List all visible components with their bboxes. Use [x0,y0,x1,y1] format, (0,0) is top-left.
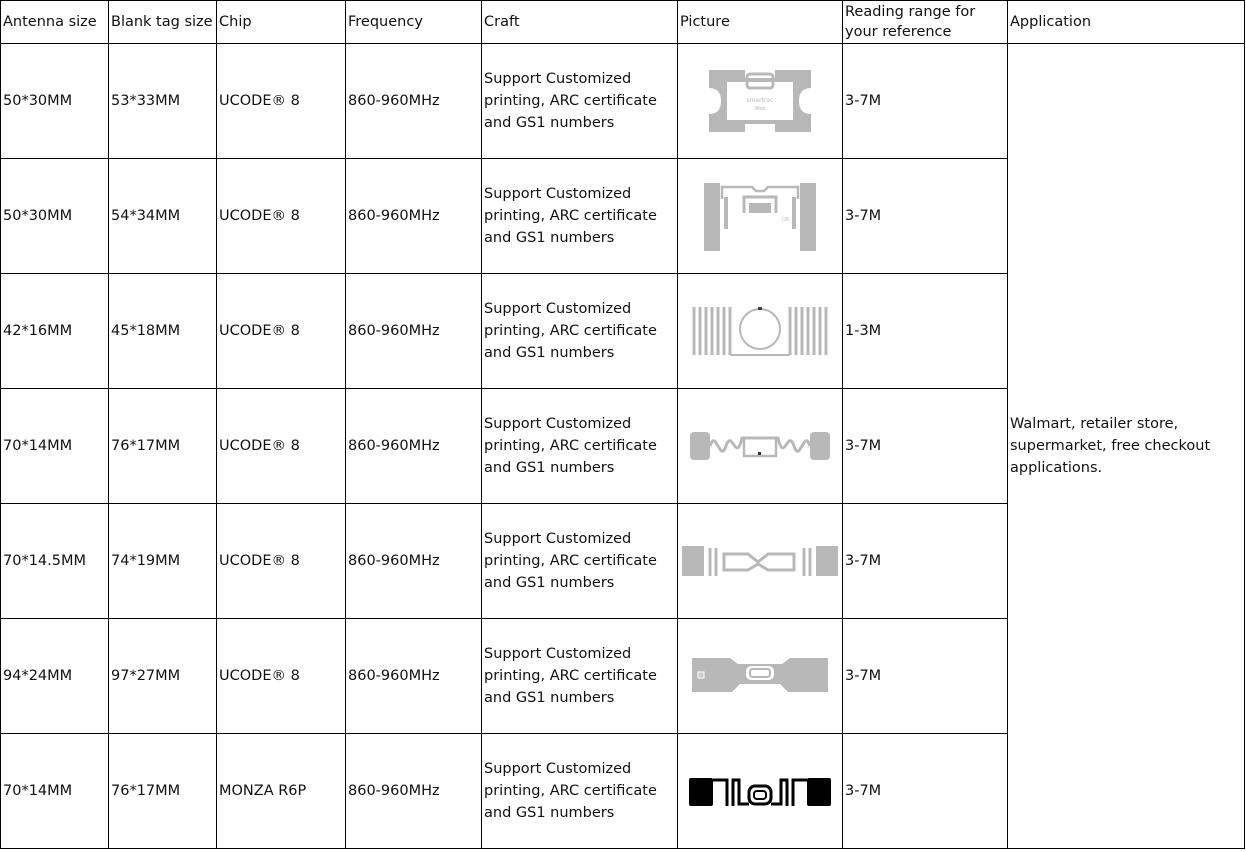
craft-cell: Support Customized printing, ARC certificate and GS1 numbers [482,504,678,619]
svg-text:Web: Web [754,106,766,112]
blank-tag-size-cell: 53*33MM [109,44,217,159]
antenna-size-cell: 70*14MM [1,734,109,849]
rfid-tag-wave-icon [688,428,832,464]
frequency-cell: 860-960MHz [346,734,482,849]
blank-tag-size-cell: 97*27MM [109,619,217,734]
reading-range-cell: 3-7M [843,734,1008,849]
antenna-size-cell: 50*30MM [1,44,109,159]
chip-cell: UCODE® 8 [217,44,346,159]
application-cell: Walmart, retailer store, supermarket, free checkout applications. [1008,44,1245,849]
chip-cell: UCODE® 8 [217,389,346,504]
reading-range-cell: 3-7M [843,44,1008,159]
antenna-size-cell: 70*14MM [1,389,109,504]
reading-range-cell: 3-7M [843,389,1008,504]
header-reading-range: Reading range for your reference [843,1,1008,44]
header-picture: Picture [678,1,843,44]
frequency-cell: 860-960MHz [346,274,482,389]
chip-cell: UCODE® 8 [217,159,346,274]
antenna-size-cell: 70*14.5MM [1,504,109,619]
frequency-cell: 860-960MHz [346,44,482,159]
header-antenna-size: Antenna size [1,1,109,44]
rfid-tag-black-icon [687,774,833,808]
svg-text:U8: U8 [782,217,789,223]
frequency-cell: 860-960MHz [346,619,482,734]
rfid-tag-web-icon [705,66,815,136]
blank-tag-size-cell: 45*18MM [109,274,217,389]
chip-cell: UCODE® 8 [217,504,346,619]
header-row [1,1,1245,44]
header-frequency: Frequency [346,1,482,44]
picture-cell [678,389,843,504]
picture-cell [678,44,843,159]
reading-range-cell: 1-3M [843,274,1008,389]
craft-cell: Support Customized printing, ARC certificate and GS1 numbers [482,274,678,389]
craft-cell: Support Customized printing, ARC certificate and GS1 numbers [482,44,678,159]
chip-cell: UCODE® 8 [217,619,346,734]
rfid-tag-circle-meander-icon [692,303,828,359]
reading-range-cell: 3-7M [843,504,1008,619]
blank-tag-size-cell: 74*19MM [109,504,217,619]
header-application: Application [1008,1,1245,44]
table-row [1,44,1245,159]
craft-cell: Support Customized printing, ARC certificate and GS1 numbers [482,389,678,504]
antenna-size-cell: 94*24MM [1,619,109,734]
blank-tag-size-cell: 76*17MM [109,734,217,849]
header-chip: Chip [217,1,346,44]
frequency-cell: 860-960MHz [346,389,482,504]
antenna-size-cell: 50*30MM [1,159,109,274]
picture-cell [678,619,843,734]
svg-text:smartrac: smartrac [746,97,774,104]
rfid-tag-wide-icon [690,656,830,696]
craft-cell: Support Customized printing, ARC certificate and GS1 numbers [482,159,678,274]
rfid-tag-u-loop-icon [700,179,820,253]
frequency-cell: 860-960MHz [346,504,482,619]
picture-cell [678,159,843,274]
header-blank-tag-size: Blank tag size [109,1,217,44]
blank-tag-size-cell: 54*34MM [109,159,217,274]
frequency-cell: 860-960MHz [346,159,482,274]
picture-cell [678,274,843,389]
picture-cell [678,734,843,849]
reading-range-cell: 3-7M [843,619,1008,734]
chip-cell: UCODE® 8 [217,274,346,389]
chip-cell: MONZA R6P [217,734,346,849]
reading-range-cell: 3-7M [843,159,1008,274]
picture-cell [678,504,843,619]
blank-tag-size-cell: 76*17MM [109,389,217,504]
antenna-size-cell: 42*16MM [1,274,109,389]
craft-cell: Support Customized printing, ARC certificate and GS1 numbers [482,619,678,734]
header-craft: Craft [482,1,678,44]
craft-cell: Support Customized printing, ARC certificate and GS1 numbers [482,734,678,849]
rfid-tag-bar-icon [682,544,838,578]
